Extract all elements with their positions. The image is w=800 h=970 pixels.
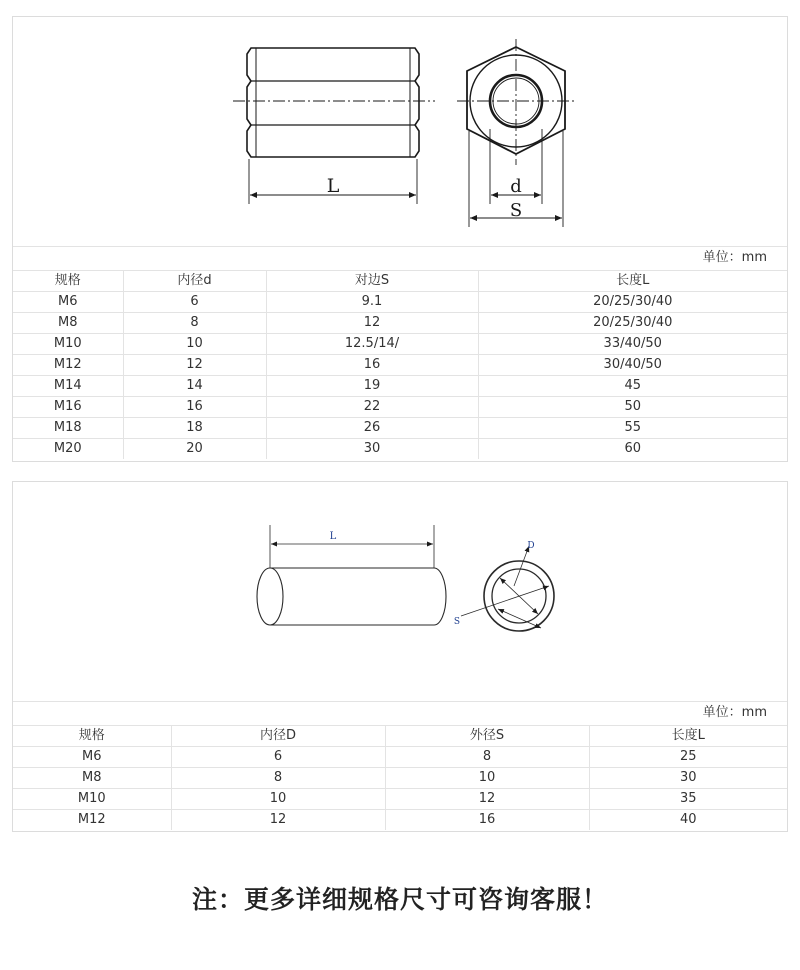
table-cell: M20: [13, 439, 123, 460]
table-cell: 30: [589, 768, 787, 789]
table-cell: 45: [478, 376, 787, 397]
table-cell: 25: [589, 747, 787, 768]
table-row: [13, 789, 787, 810]
consult-note: 注：更多详细规格尺寸可咨询客服！: [191, 885, 608, 914]
table-row: [13, 768, 787, 789]
table-cell: M18: [13, 418, 123, 439]
table-cell: 6: [171, 747, 385, 768]
hex-coupling-nut-card: [12, 16, 788, 462]
table-cell: 10: [123, 334, 266, 355]
table-row: [13, 292, 787, 313]
table-cell: 8: [123, 313, 266, 334]
round-spacer-technical-drawing: [13, 482, 787, 701]
table-cell: 19: [266, 376, 478, 397]
table-row: [13, 334, 787, 355]
spacer-front-view: [461, 546, 554, 631]
table-header-row: [13, 271, 787, 292]
table-cell: 50: [478, 397, 787, 418]
unit-label: 单位：mm: [13, 701, 787, 725]
table-cell: 16: [123, 397, 266, 418]
table-cell: M6: [13, 292, 123, 313]
column-header: 外径S: [385, 726, 589, 747]
round-spacer-card: [12, 481, 788, 832]
table-cell: 30/40/50: [478, 355, 787, 376]
table-cell: M16: [13, 397, 123, 418]
hex-nut-technical-drawing: [13, 17, 787, 246]
table-cell: 8: [385, 747, 589, 768]
table-cell: 12: [266, 313, 478, 334]
table-cell: 26: [266, 418, 478, 439]
table-cell: M8: [13, 768, 171, 789]
table-row: [13, 355, 787, 376]
table-cell: 10: [171, 789, 385, 810]
table-cell: 10: [385, 768, 589, 789]
table-row: [13, 439, 787, 460]
table-cell: M10: [13, 334, 123, 355]
table-cell: M12: [13, 355, 123, 376]
table-cell: 60: [478, 439, 787, 460]
table-cell: 12.5/14/: [266, 334, 478, 355]
table-cell: 20: [123, 439, 266, 460]
column-header: 长度L: [478, 271, 787, 292]
table-row: [13, 810, 787, 831]
dimension-label-across-flats: S: [509, 200, 523, 221]
table-cell: 40: [589, 810, 787, 831]
column-header: 规格: [13, 271, 123, 292]
table-cell: 14: [123, 376, 266, 397]
table-row: [13, 313, 787, 334]
unit-label: 单位：mm: [13, 246, 787, 270]
table-cell: 12: [385, 789, 589, 810]
spacer-side-view: [257, 525, 446, 625]
table-cell: 12: [171, 810, 385, 831]
table-cell: 20/25/30/40: [478, 292, 787, 313]
table-cell: 16: [266, 355, 478, 376]
dimension-label-inner-diameter: D: [527, 541, 535, 551]
table-row: [13, 376, 787, 397]
column-header: 长度L: [589, 726, 787, 747]
table-cell: 55: [478, 418, 787, 439]
column-header: 内径D: [171, 726, 385, 747]
table-cell: 30: [266, 439, 478, 460]
table-cell: 16: [385, 810, 589, 831]
column-header: 对边S: [266, 271, 478, 292]
dimension-label-inner-diameter: d: [510, 176, 522, 197]
table-cell: 9.1: [266, 292, 478, 313]
table-cell: M12: [13, 810, 171, 831]
dimension-label-length: L: [329, 531, 337, 542]
hex-nut-spec-table: [13, 270, 787, 459]
table-row: [13, 418, 787, 439]
column-header: 规格: [13, 726, 171, 747]
table-cell: 35: [589, 789, 787, 810]
table-cell: M10: [13, 789, 171, 810]
table-cell: M14: [13, 376, 123, 397]
table-row: [13, 397, 787, 418]
table-cell: M6: [13, 747, 171, 768]
table-cell: 20/25/30/40: [478, 313, 787, 334]
round-spacer-spec-table: [13, 725, 787, 830]
table-cell: 6: [123, 292, 266, 313]
table-header-row: [13, 726, 787, 747]
table-cell: 12: [123, 355, 266, 376]
column-header: 内径d: [123, 271, 266, 292]
hex-nut-front-view: [457, 39, 577, 227]
table-cell: 33/40/50: [478, 334, 787, 355]
dimension-label-outer-diameter: S: [453, 617, 461, 627]
dimension-label-length: L: [326, 175, 340, 197]
table-cell: 22: [266, 397, 478, 418]
table-cell: 8: [171, 768, 385, 789]
table-cell: M8: [13, 313, 123, 334]
table-row: [13, 747, 787, 768]
table-cell: 18: [123, 418, 266, 439]
